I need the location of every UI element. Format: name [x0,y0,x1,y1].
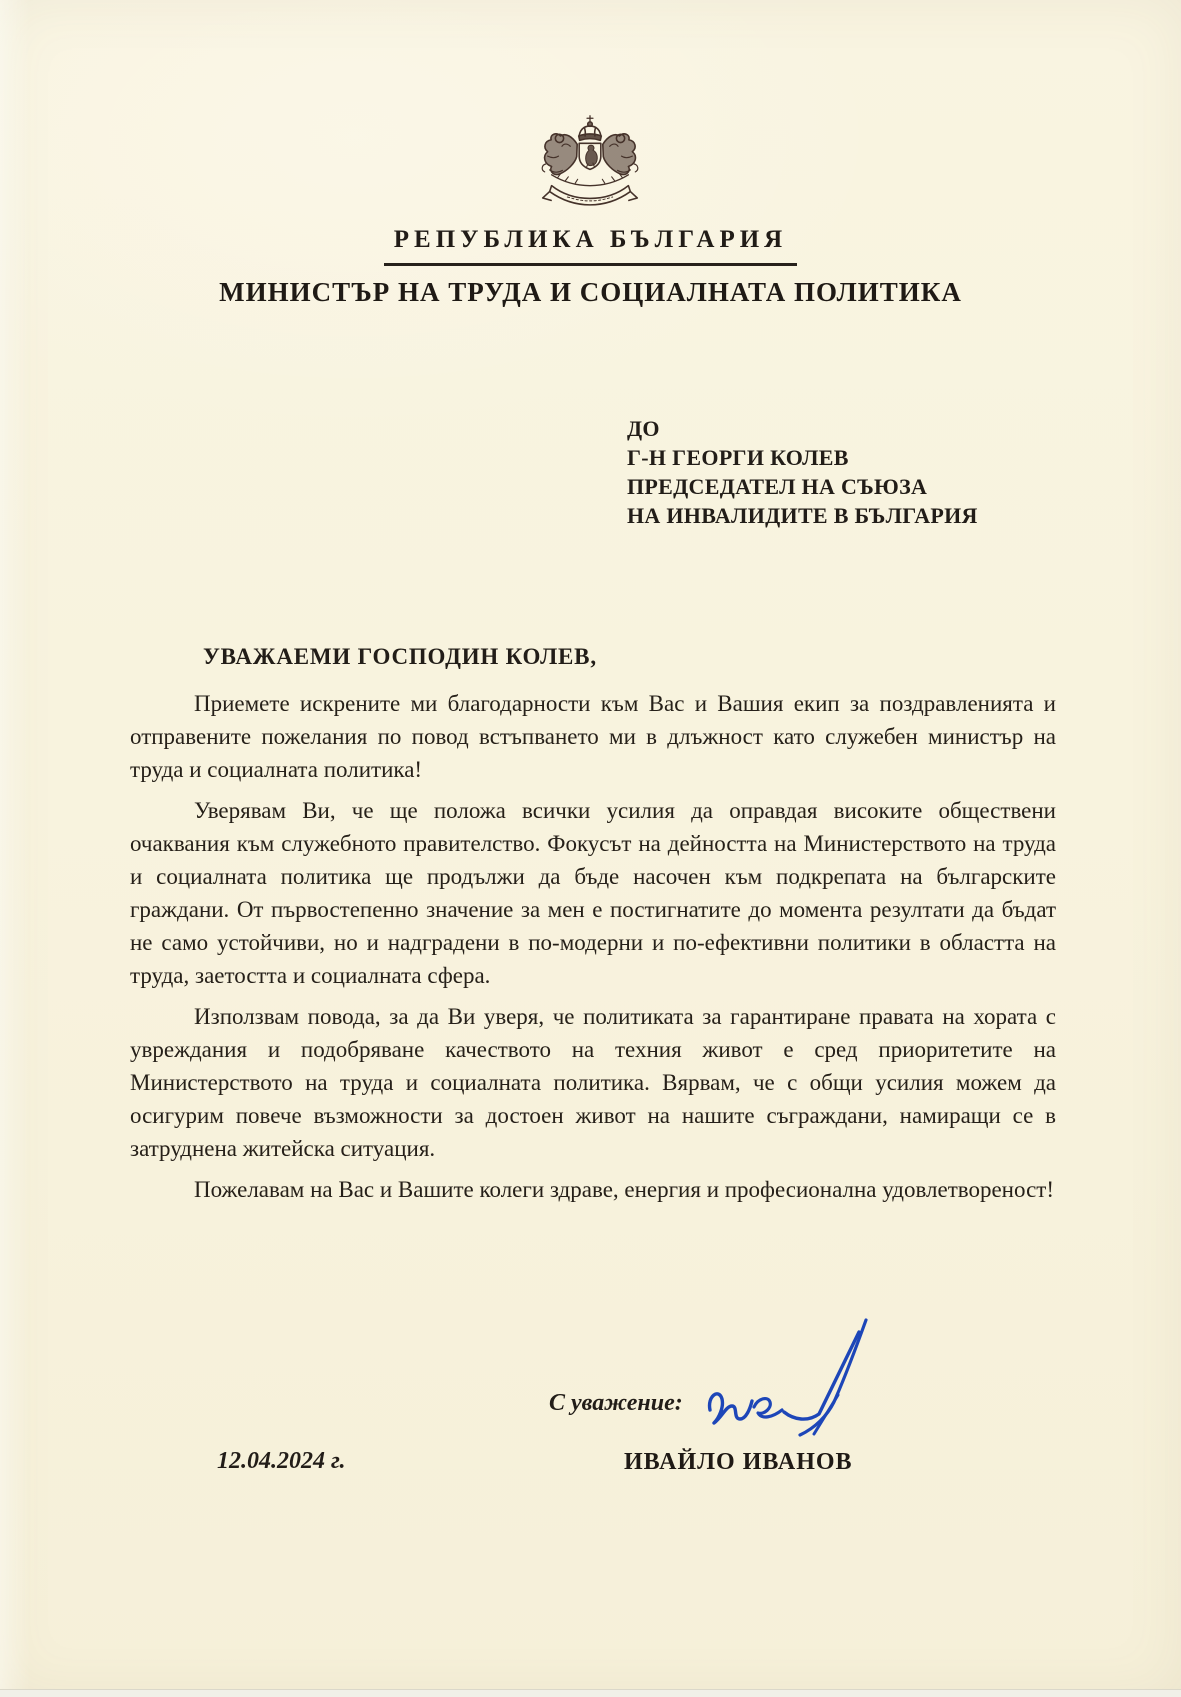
ministry-heading: МИНИСТЪР НА ТРУДА И СОЦИАЛНАТА ПОЛИТИКА [219,277,962,307]
paragraph-1: Приемете искрените ми благодарности към Вас и Вашия екип за поздравленията и отправените пожелания по повод встъпването ми в длъжност като служебен министър на труда и социалната политика! [130,691,1056,782]
recipient-title-line2: НА ИНВАЛИДИТЕ В БЪЛГАРИЯ [627,503,978,528]
closing-line: С уважение: [549,1390,683,1416]
recipient-title-line1: ПРЕДСЕДАТЕЛ НА СЪЮЗА [627,474,928,499]
recipient-block [627,414,978,530]
paragraph-3: Използвам повода, за да Ви уверя, че политиката за гарантиране правата на хората с увреждания и подобряване качеството на техния живот е сред приоритетите на Министерството на труда и социалната политика. Вярвам, че с общи усилия можем да осигурим повече възможности за достоен живот на нашите съграждани, намиращи се в затруднена житейска ситуация. [130,1004,1056,1161]
paragraph-4: Пожелавам на Вас и Вашите колеги здраве, енергия и професионална удовлетвореност! [194,1177,1054,1202]
paragraph-2: Уверявам Ви, че ще положа всички усилия да оправдая високите обществени очаквания към служебното правителство. Фокусът на дейността на Министерството на труда и социалната политика ще продължи да бъде насочен към подкрепата на българските граждани. От първостепенно значение за мен е постигнатите до момента резултати да бъдат не само устойчиви, но и надградени в по-модерни и по-ефективни политики в областта на труда, заетостта и социалната сфера. [130,798,1056,988]
signature-icon [688,1310,900,1460]
coat-of-arms-icon [526,112,654,216]
recipient-name: Г-Н ГЕОРГИ КОЛЕВ [627,445,849,470]
date: 12.04.2024 г. [217,1448,346,1474]
salutation: УВАЖАЕМИ ГОСПОДИН КОЛЕВ, [203,644,597,669]
letter-body [130,687,1056,1214]
recipient-to: ДО [627,416,660,441]
republic-heading: РЕПУБЛИКА БЪЛГАРИЯ [384,226,798,266]
signer-name: ИВАЙЛО ИВАНОВ [624,1449,853,1475]
scan-bottom-edge [0,1689,1181,1697]
